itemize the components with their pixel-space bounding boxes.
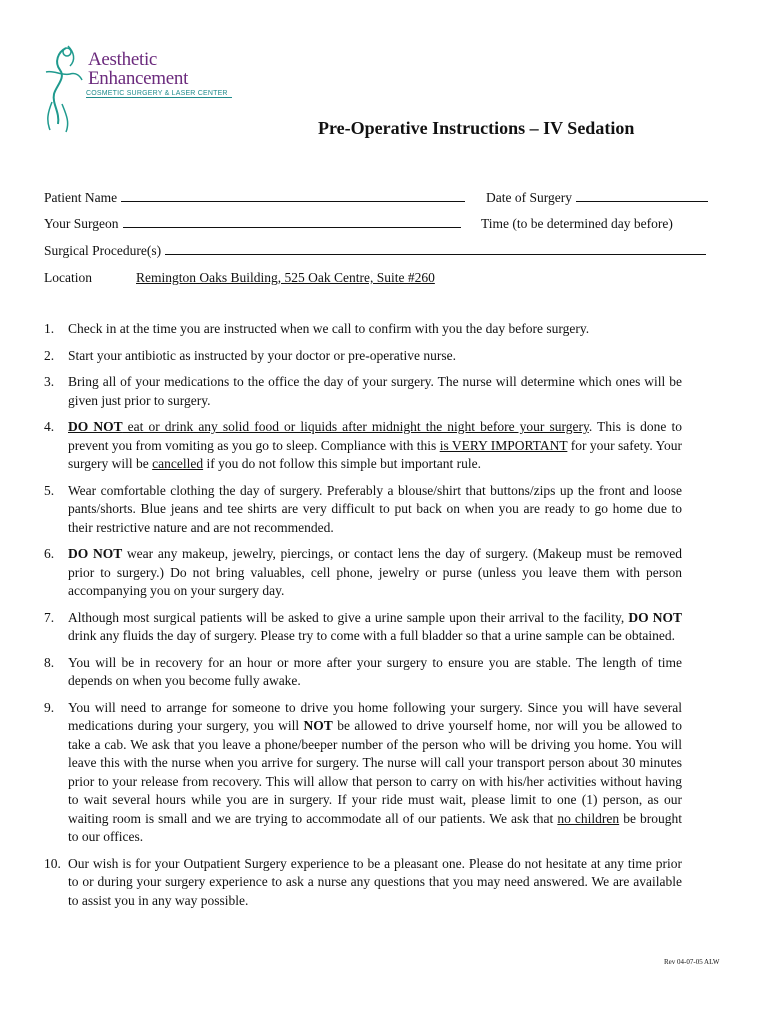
- item-number: 9.: [44, 699, 55, 715]
- do-not-emphasis: DO NOT: [628, 609, 682, 625]
- logo-line-enhancement: Enhancement: [88, 68, 189, 89]
- location-field: [44, 270, 92, 286]
- item-number: 5.: [44, 482, 55, 498]
- your-surgeon-field: [44, 216, 461, 232]
- date-of-surgery-blank: [576, 190, 708, 202]
- figure-logo-icon: [40, 42, 86, 134]
- item-text: Start your antibiotic as instructed by your doctor or pre-operative nurse.: [68, 347, 457, 363]
- list-item: [44, 418, 682, 474]
- item-text: Our wish is for your Outpatient Surgery experience to be a pleasant one. Please do not hesitate at any time prior to or during your surgery experience to ask a nurse any questions that you may need answered. We are available to assist you in any way possible.: [68, 855, 682, 908]
- surgical-procedure-label: Surgical Procedure(s): [44, 243, 162, 258]
- list-item: [44, 373, 682, 410]
- very-important-emphasis: is VERY IMPORTANT: [439, 437, 568, 453]
- item-number: 3.: [44, 374, 55, 389]
- time-field: [481, 216, 673, 232]
- item-text: Check in at the time you are instructed when we call to confirm with you the day before surgery.: [68, 321, 590, 336]
- item-number: 8.: [44, 654, 55, 670]
- surgical-procedure-field: [44, 243, 706, 259]
- item-number: 2.: [44, 347, 55, 363]
- item-number: 10.: [44, 855, 61, 871]
- item-text: be allowed to drive yourself home, nor will you be allowed to take a cab. We ask that you leave a phone/beeper number of the person who will be driving you home. You will leave this with the nurse when you arrive for surgery. The nurse will call your transport person about 30 minutes prior to your release from recovery. This will allow that person to carry on with his/her activities without having to wait several hours while you are in surgery. If your ride must wait, please limit to one (1) person, as our waiting room is small and we are trying to accommodate all of our patients. We ask that: [68, 718, 683, 826]
- item-number: 7.: [44, 609, 55, 625]
- logo-line-aesthetic: Aesthetic: [88, 49, 158, 70]
- do-not-emphasis: DO NOT: [68, 546, 123, 561]
- clinic-logo: [40, 42, 240, 134]
- not-emphasis: NOT: [303, 718, 333, 733]
- list-item: [44, 654, 682, 691]
- item-text: eat or drink any solid food or liquids after midnight the night before your surgery: [122, 419, 589, 434]
- item-text: Bring all of your medications to the office the day of your surgery. The nurse will determine which ones will be given just prior to surgery.: [68, 374, 682, 408]
- item-text: . This is done to prevent you from vomiting as you go to sleep. Compliance with this: [68, 419, 682, 453]
- item-text: wear any makeup, jewelry, piercings, or contact lens the day of surgery. (Makeup must be removed prior to surgery.) Do not bring valuables, cell phone, jewelry or purse (unless you leave them with person accompanying you on your surgery day.: [68, 546, 682, 598]
- item-number: 6.: [44, 546, 55, 561]
- item-number: 1.: [44, 321, 55, 336]
- patient-name-blank: [121, 190, 465, 202]
- item-number: 4.: [44, 419, 55, 434]
- patient-name-field: [44, 190, 465, 206]
- item-text: for your safety. Your surgery will be: [68, 437, 682, 471]
- no-children-emphasis: no children: [557, 810, 620, 826]
- surgical-procedure-blank: [165, 243, 706, 255]
- do-not-emphasis: DO NOT: [68, 419, 123, 434]
- document-title: Pre-Operative Instructions – IV Sedation: [318, 118, 635, 138]
- location-label: Location: [44, 270, 92, 285]
- patient-name-label: Patient Name: [44, 190, 118, 205]
- your-surgeon-blank: [123, 216, 461, 228]
- date-of-surgery-label: Date of Surgery: [486, 190, 572, 205]
- list-item: [44, 699, 682, 847]
- list-item: [44, 347, 682, 366]
- instructions-list: [44, 320, 682, 918]
- location-value: Remington Oaks Building, 525 Oak Centre, Suite #260: [136, 270, 435, 285]
- list-item: [44, 320, 682, 339]
- logo-tagline: COSMETIC SURGERY & LASER CENTER: [86, 90, 232, 98]
- list-item: [44, 855, 682, 911]
- item-text: be brought to our offices.: [68, 810, 682, 844]
- item-text: Although most surgical patients will be asked to give a urine sample upon their arrival to the facility,: [68, 609, 629, 625]
- list-item: [44, 482, 682, 538]
- list-item: [44, 545, 682, 601]
- revision-note: Rev 04-07-05 ALW: [664, 958, 720, 966]
- your-surgeon-label: Your Surgeon: [44, 216, 119, 231]
- item-text: drink any fluids the day of surgery. Please try to come with a full bladder so that a urine sample can be obtained.: [68, 628, 675, 643]
- list-item: [44, 609, 682, 646]
- item-text: Wear comfortable clothing the day of surgery. Preferably a blouse/shirt that buttons/zips up the front and loose pants/shorts. Blue jeans and tee shirts are very difficult to put back on when you are ready to go home due to their restrictive nature and are not recommended.: [68, 482, 682, 535]
- cancelled-emphasis: cancelled: [152, 456, 204, 471]
- date-of-surgery-field: [486, 190, 708, 206]
- item-text: if you do not follow this simple but important rule.: [203, 456, 481, 471]
- item-text-underlined: [68, 419, 589, 434]
- time-label: Time (to be determined day before): [481, 216, 673, 231]
- item-text: You will be in recovery for an hour or more after your surgery to ensure you are stable. The length of time depends on when you become fully awake.: [68, 654, 682, 688]
- item-text: You will need to arrange for someone to drive you home following your surgery. Since you will have several medications during your surgery, you will: [68, 699, 682, 733]
